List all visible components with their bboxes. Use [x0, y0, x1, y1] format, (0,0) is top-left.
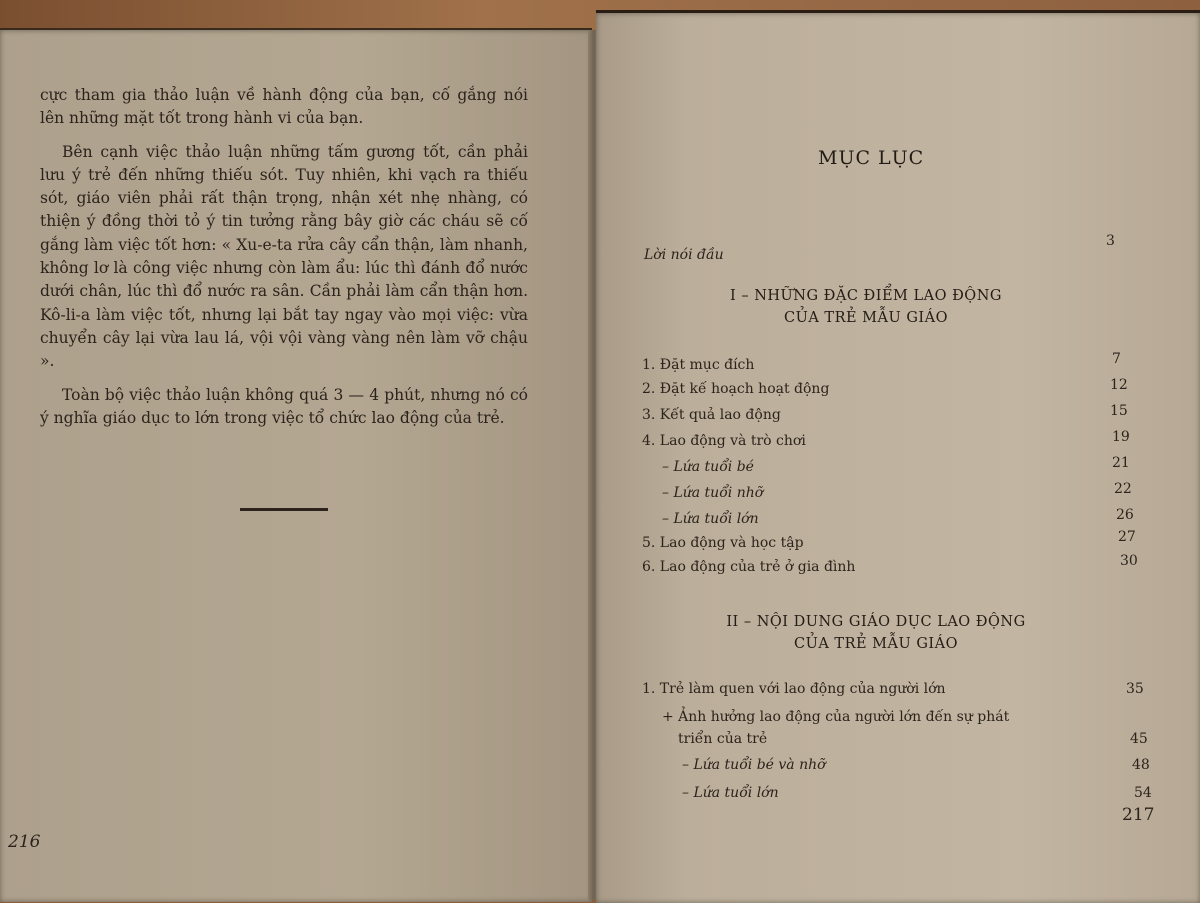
- toc-page: 3: [1106, 233, 1115, 249]
- toc-page: 48: [1132, 757, 1150, 773]
- toc-label: 1. Trẻ làm quen với lao động của người lớn: [642, 681, 946, 697]
- section-heading-line: CỦA TRẺ MẪU GIÁO: [794, 636, 958, 652]
- section-end-rule: [240, 508, 328, 511]
- toc-page: 12: [1110, 377, 1128, 393]
- toc-page: 30: [1120, 553, 1138, 569]
- section-heading-line: I – NHỮNG ĐẶC ĐIỂM LAO ĐỘNG: [730, 288, 1002, 304]
- toc-label: – Lứa tuổi lớn: [662, 511, 759, 527]
- left-page-body: [40, 84, 528, 440]
- toc-page: 27: [1118, 529, 1136, 545]
- paragraph: Toàn bộ việc thảo luận không quá 3 — 4 phút, nhưng nó có ý nghĩa giáo dục to lớn trong việc tổ chức lao động của trẻ.: [40, 385, 528, 427]
- toc-page: 45: [1130, 731, 1148, 747]
- toc-label: – Lứa tuổi lớn: [682, 785, 779, 801]
- toc-page: 19: [1112, 429, 1130, 445]
- page-number-right: 217: [1122, 805, 1155, 825]
- toc-page: 22: [1114, 481, 1132, 497]
- toc-page: 21: [1112, 455, 1130, 471]
- toc-label: Lời nói đầu: [644, 247, 724, 263]
- toc-label: 1. Đặt mục đích: [642, 357, 755, 373]
- toc-page: 35: [1126, 681, 1144, 697]
- section-heading: [706, 611, 1046, 655]
- toc-label: 2. Đặt kế hoạch hoạt động: [642, 381, 830, 397]
- toc-page: 7: [1112, 351, 1121, 367]
- right-page: [596, 10, 1200, 903]
- left-page: [0, 28, 592, 902]
- section-heading-line: CỦA TRẺ MẪU GIÁO: [784, 310, 948, 326]
- toc-label: triển của trẻ: [678, 731, 768, 747]
- toc-title: MỤC LỤC: [818, 147, 925, 169]
- page-number-left: 216: [8, 832, 41, 852]
- toc-page: 26: [1116, 507, 1134, 523]
- toc-label: – Lứa tuổi nhỡ: [662, 485, 764, 501]
- toc-label: 6. Lao động của trẻ ở gia đình: [642, 559, 856, 575]
- paragraph: Bên cạnh việc thảo luận những tấm gương tốt, cần phải lưu ý trẻ đến những thiếu sót. Tuy nhiên, khi vạch ra thiếu sót, giáo viên phải rất thận trọng, nhận xét nhẹ nhàng, có thiện ý đồng thời tỏ ý tin tưởng rằng bây giờ các cháu sẽ cố gắng làm việc tốt hơn: « Xu-e-ta rửa cây cẩn thận, làm nhanh, không lơ là công việc nhưng còn làm ẩu: lúc thì đánh đổ nước dưới chân, lúc thì đổ nước ra sân. Cần phải làm cẩn thận hơn. Kô-li-a làm việc tốt, nhưng lại bắt tay ngay vào mọi việc: vừa chuyển cây lại vừa lau lá, vội vội vàng vàng nên làm vỡ chậu ».: [40, 142, 528, 371]
- section-heading-line: II – NỘI DUNG GIÁO DỤC LAO ĐỘNG: [726, 614, 1026, 630]
- toc-label: – Lứa tuổi bé: [662, 459, 754, 475]
- paragraph: cực tham gia thảo luận về hành động của bạn, cố gắng nói lên những mặt tốt trong hành vi của bạn.: [40, 86, 528, 128]
- toc-label: – Lứa tuổi bé và nhỡ: [682, 757, 826, 773]
- toc-label: 4. Lao động và trò chơi: [642, 433, 806, 449]
- toc-label: + Ảnh hưởng lao động của người lớn đến sự phát: [662, 709, 1010, 725]
- table-of-contents: [596, 13, 1156, 873]
- section-heading: [716, 285, 1016, 329]
- toc-label: 3. Kết quả lao động: [642, 407, 781, 423]
- toc-label: 5. Lao động và học tập: [642, 535, 804, 551]
- toc-page: 54: [1134, 785, 1152, 801]
- toc-page: 15: [1110, 403, 1128, 419]
